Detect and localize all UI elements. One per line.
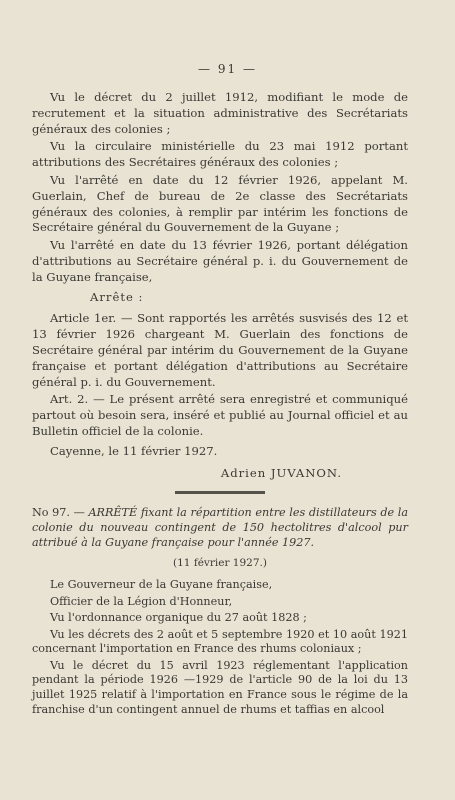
visa-paragraph: Vu les décrets des 2 août et 5 septembre 1920 et 10 août 1921 concernant l'importation en France des rhums coloniaux ;	[32, 627, 408, 656]
next-arrete-date: (11 février 1927.)	[173, 557, 267, 570]
preamble-paragraph: Vu l'arrêté en date du 12 février 1926, appelant M. Guerlain, Chef de bureau de 2e classe des Secrétariats généraux des colonies, à remplir par intérim les fonctions de Secrétaire général du Gouvernement de la Guyane ;	[32, 172, 408, 235]
section-divider	[175, 491, 265, 494]
arrete-heading: Arrête :	[90, 289, 144, 304]
preamble-paragraph: Vu l'arrêté en date du 13 février 1926, portant délégation d'attributions au Secrétaire général p. i. du Gouvernement de la Guyane française,	[32, 238, 408, 284]
visa-paragraph: Vu le décret du 15 avril 1923 réglementant l'application pendant la période 1926 —1929 de l'article 90 de la loi du 13 juillet 1925 relatif à l'importation en France sous le régime de la franchise d'un contingent annuel de rhums et taffias en alcool	[32, 658, 408, 716]
next-arrete-title	[32, 506, 408, 550]
preamble-paragraph: Vu la circulaire ministérielle du 23 mai 1912 portant attributions des Secrétaires généraux des colonies ;	[32, 139, 408, 170]
place-date: Cayenne, le 11 février 1927.	[50, 443, 218, 458]
signature: Adrien JUVANON.	[220, 465, 342, 480]
article-paragraph: Art. 2. — Le présent arrêté sera enregistré et communiqué partout où besoin sera, inséré et publié au Journal officiel et au Bulletin officiel de la colonie.	[32, 392, 408, 438]
next-arrete-title-text: ARRÊTÉ fixant la répartition entre les distillateurs de la colonie du nouveau contingent de 150 hectolitres d'alcool pur attribué à la Guyane française pour l'année 1927.	[32, 506, 408, 549]
preamble-paragraph: Vu le décret du 2 juillet 1912, modifiant le mode de recrutement et la situation administrative des Secrétariats généraux des colonies ;	[32, 90, 408, 136]
page-number: — 91 —	[198, 62, 257, 76]
next-arrete-number: No 97. —	[32, 506, 85, 520]
article-paragraph: Article 1er. — Sont rapportés les arrêtés susvisés des 12 et 13 février 1926 chargeant M. Guerlain des fonctions de Secrétaire général par intérim du Gouvernement de la Guyane française et portant délégation d'attributions au Secrétaire général p. i. du Gouvernement.	[32, 311, 408, 389]
visa-paragraph: Vu l'ordonnance organique du 27 août 1828 ;	[50, 611, 307, 625]
document-body	[32, 90, 408, 719]
governor-line: Le Gouverneur de la Guyane française,	[50, 577, 273, 591]
governor-title-line: Officier de la Légion d'Honneur,	[50, 594, 233, 608]
